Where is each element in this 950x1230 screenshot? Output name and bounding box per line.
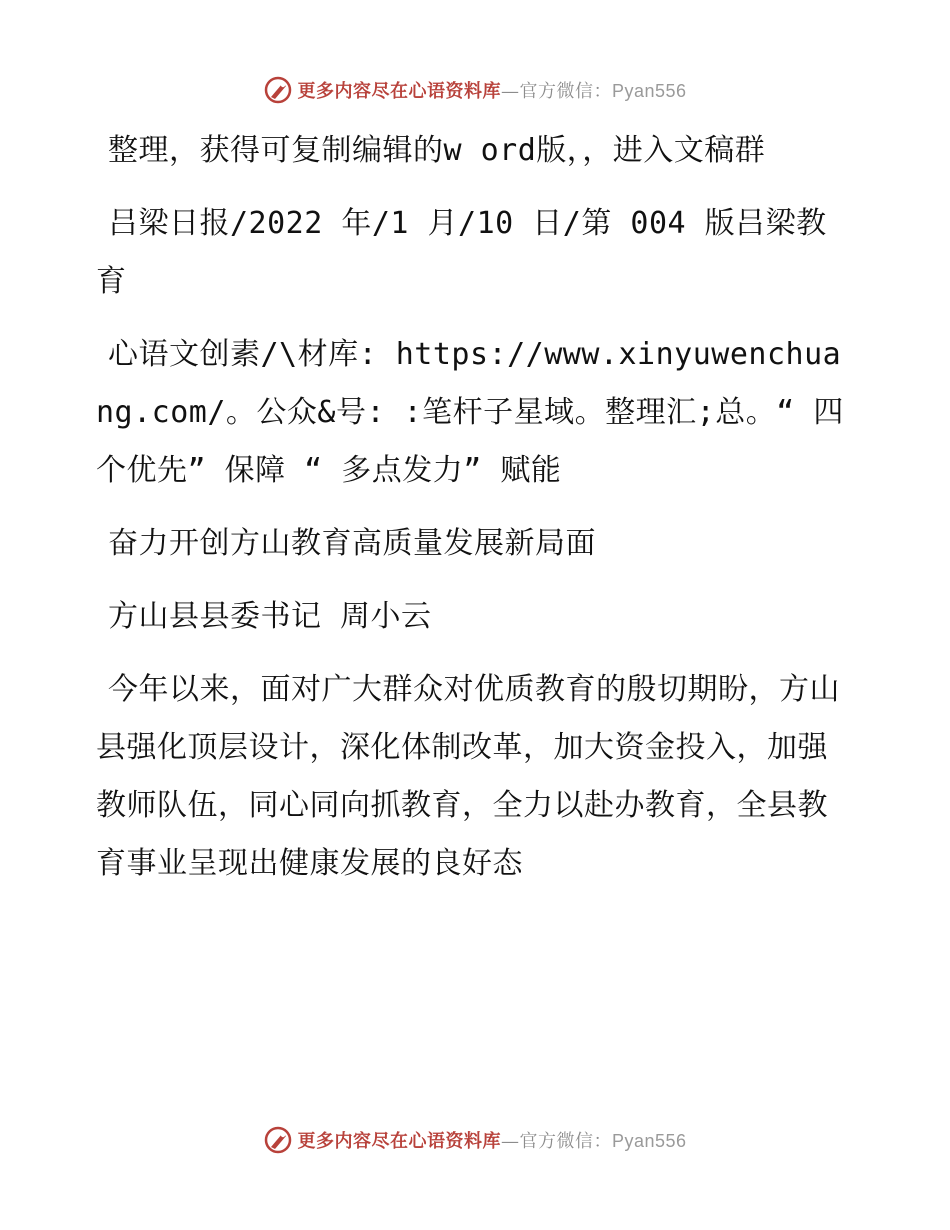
footer-banner-wechat-label: —官方微信： (500, 1131, 612, 1152)
header-banner-text (297, 77, 686, 103)
article-title: 奋力开创方山教育高质量发展新局面 (108, 526, 596, 561)
header-banner-wechat-id: Pyan556 (611, 81, 687, 101)
pen-nib-logo-icon (263, 75, 293, 105)
footer-banner-wechat-id: Pyan556 (611, 1131, 687, 1151)
header-banner-title: 更多内容尽在心语资料库 (297, 81, 501, 102)
paragraph-intro: 整理，获得可复制编辑的w ord版，，进入文稿群 (108, 133, 766, 168)
footer-banner-title: 更多内容尽在心语资料库 (297, 1131, 501, 1152)
paragraph-notice: 心语文创素/\材库: https://www.xinyuwenchuang.com/。公众&号: :笔杆子星域。整理汇;总。“ 四个优先” 保障 “ 多点发力” 赋能 (96, 337, 844, 488)
pen-nib-logo-icon (263, 1125, 293, 1155)
article-author: 方山县县委书记 周小云 (108, 599, 432, 634)
document-body (96, 122, 856, 908)
article-body-paragraph: 今年以来，面对广大群众对优质教育的殷切期盼，方山县强化顶层设计，深化体制改革，加大资金投入，加强教师队伍，同心同向抓教育，全力以赴办教育，全县教育事业呈现出健康发展的良好态 (96, 672, 840, 881)
footer-banner (0, 1120, 950, 1160)
header-banner (0, 70, 950, 110)
paragraph-source: 吕梁日报/2022 年/1 月/10 日/第 004 版吕梁教育 (96, 206, 827, 299)
footer-banner-text (297, 1127, 686, 1153)
header-banner-wechat-label: —官方微信： (500, 81, 612, 102)
